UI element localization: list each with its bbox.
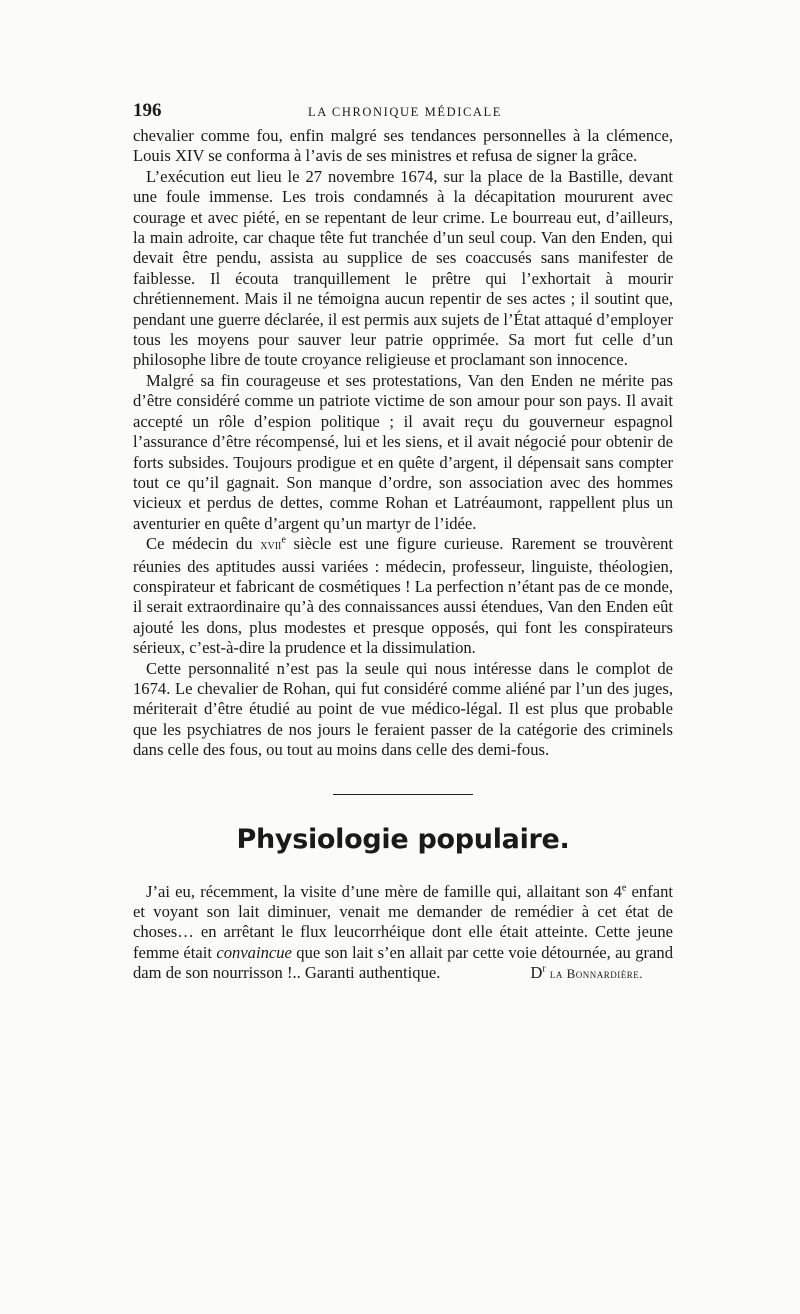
italic-word: convaincue [216,942,292,962]
section-divider [333,794,473,795]
century-numeral: xvii [260,538,282,554]
section-text-start: J’ai eu, récemment, la visite d’une mère de famille qui, allaitant son 4 [146,881,622,901]
article-body [133,126,673,761]
signature-name: la Bonnardière. [549,966,643,982]
section-text-middle: enfant et voyant son lait diminuer, venait me demander de remédier à cet état de choses… en arrêtant le flux leucorrhéique dont elle était atteinte. Cette jeune femme était [133,881,674,962]
signature-prefix: D [530,963,543,983]
section-paragraph [133,882,673,984]
paragraph-1: chevalier comme fou, enfin malgré ses tendances personnelles à la clémence, Louis XIV se conforma à l’avis de ses ministres et refusa de signer la grâce. [133,126,673,166]
page-number: 196 [133,100,162,121]
paragraph-5: Cette personnalité n’est pas la seule qui nous intéresse dans le complot de 1674. Le chevalier de Rohan, qui fut considéré comme aliéné par l’un des juges, mériterait d’être étudié au point de vue médico-légal. Il est plus que probable que les psychiatres de nos jours le feraient passer de la catégorie des criminels dans celle des fous, ou tout au moins dans celle des demi-fous. [133,658,673,760]
paragraph-2: L’exécution eut lieu le 27 novembre 1674, sur la place de la Bastille, devant une foule immense. Les trois condamnés à la décapitation moururent avec courage et avec piété, en se repentant de leur crime. Le bourreau eut, d’ailleurs, la main adroite, car chaque tête fut tranchée d’un seul coup. Van den Enden, qui devait être pendu, assista au supplice de ses coaccusés sans manifester de faiblesse. Il écouta tranquillement le prêtre qui l’exhortait à mourir chrétiennement. Mais il ne témoigna aucun repentir de ses actes ; il soutint que, pendant une guerre déclarée, il est permis aux sujets de l’État attaqué d’employer tous les moyens pour sauver leur patrie opprimée. Sa mort fut celle d’un philosophe libre de toute croyance religieuse et proclamant son innocence. [133,166,673,370]
century-superscript: e [281,534,286,546]
ordinal-superscript: e [621,882,627,894]
page [133,100,673,985]
signature-superscript: r [542,963,546,975]
running-head: LA CHRONIQUE MÉDICALE [308,105,503,119]
paragraph-4-end: siècle est une figure curieuse. Rarement se trouvèrent réunies des aptitudes aussi variées : médecin, professeur, linguiste, théologien, conspirateur et fabricant de cosmétiques ! La perfection n’étant pas de ce monde, il serait extraordinaire qu’à des connaissances aussi étendues, Van den Enden eût ajouté les dons, plus modestes et presque opposés, qui font les conspirateurs sérieux, c’est-à-dire la prudence et la dissimulation. [133,534,674,658]
paragraph-4-start: Ce médecin du [146,534,261,554]
author-signature [517,963,643,984]
section-title: Physiologie populaire. [236,823,570,855]
section-body [133,882,673,984]
paragraph-4 [133,534,673,658]
section-text-end: que son lait s’en allait par cette voie détournée, au grand dam de son nourrisson !.. Garanti authentique. [133,942,673,983]
page-header [133,100,673,126]
paragraph-3: Malgré sa fin courageuse et ses protestations, Van den Enden ne mérite pas d’être considéré comme un patriote victime de son amour pour son pays. Il avait accepté un rôle d’espion politique ; il avait reçu du gouverneur espagnol l’assurance d’être récompensé, lui et les siens, et il avait négocié pour obtenir de forts subsides. Toujours prodigue et en quête d’argent, il dépensait sans compter tout ce qu’il gagnait. Son manque d’ordre, son association avec des hommes vicieux et perdus de dettes, comme Rohan et Latréaumont, rappellent plus un aventurier en quête d’argent qu’un martyr de l’idée. [133,370,673,533]
